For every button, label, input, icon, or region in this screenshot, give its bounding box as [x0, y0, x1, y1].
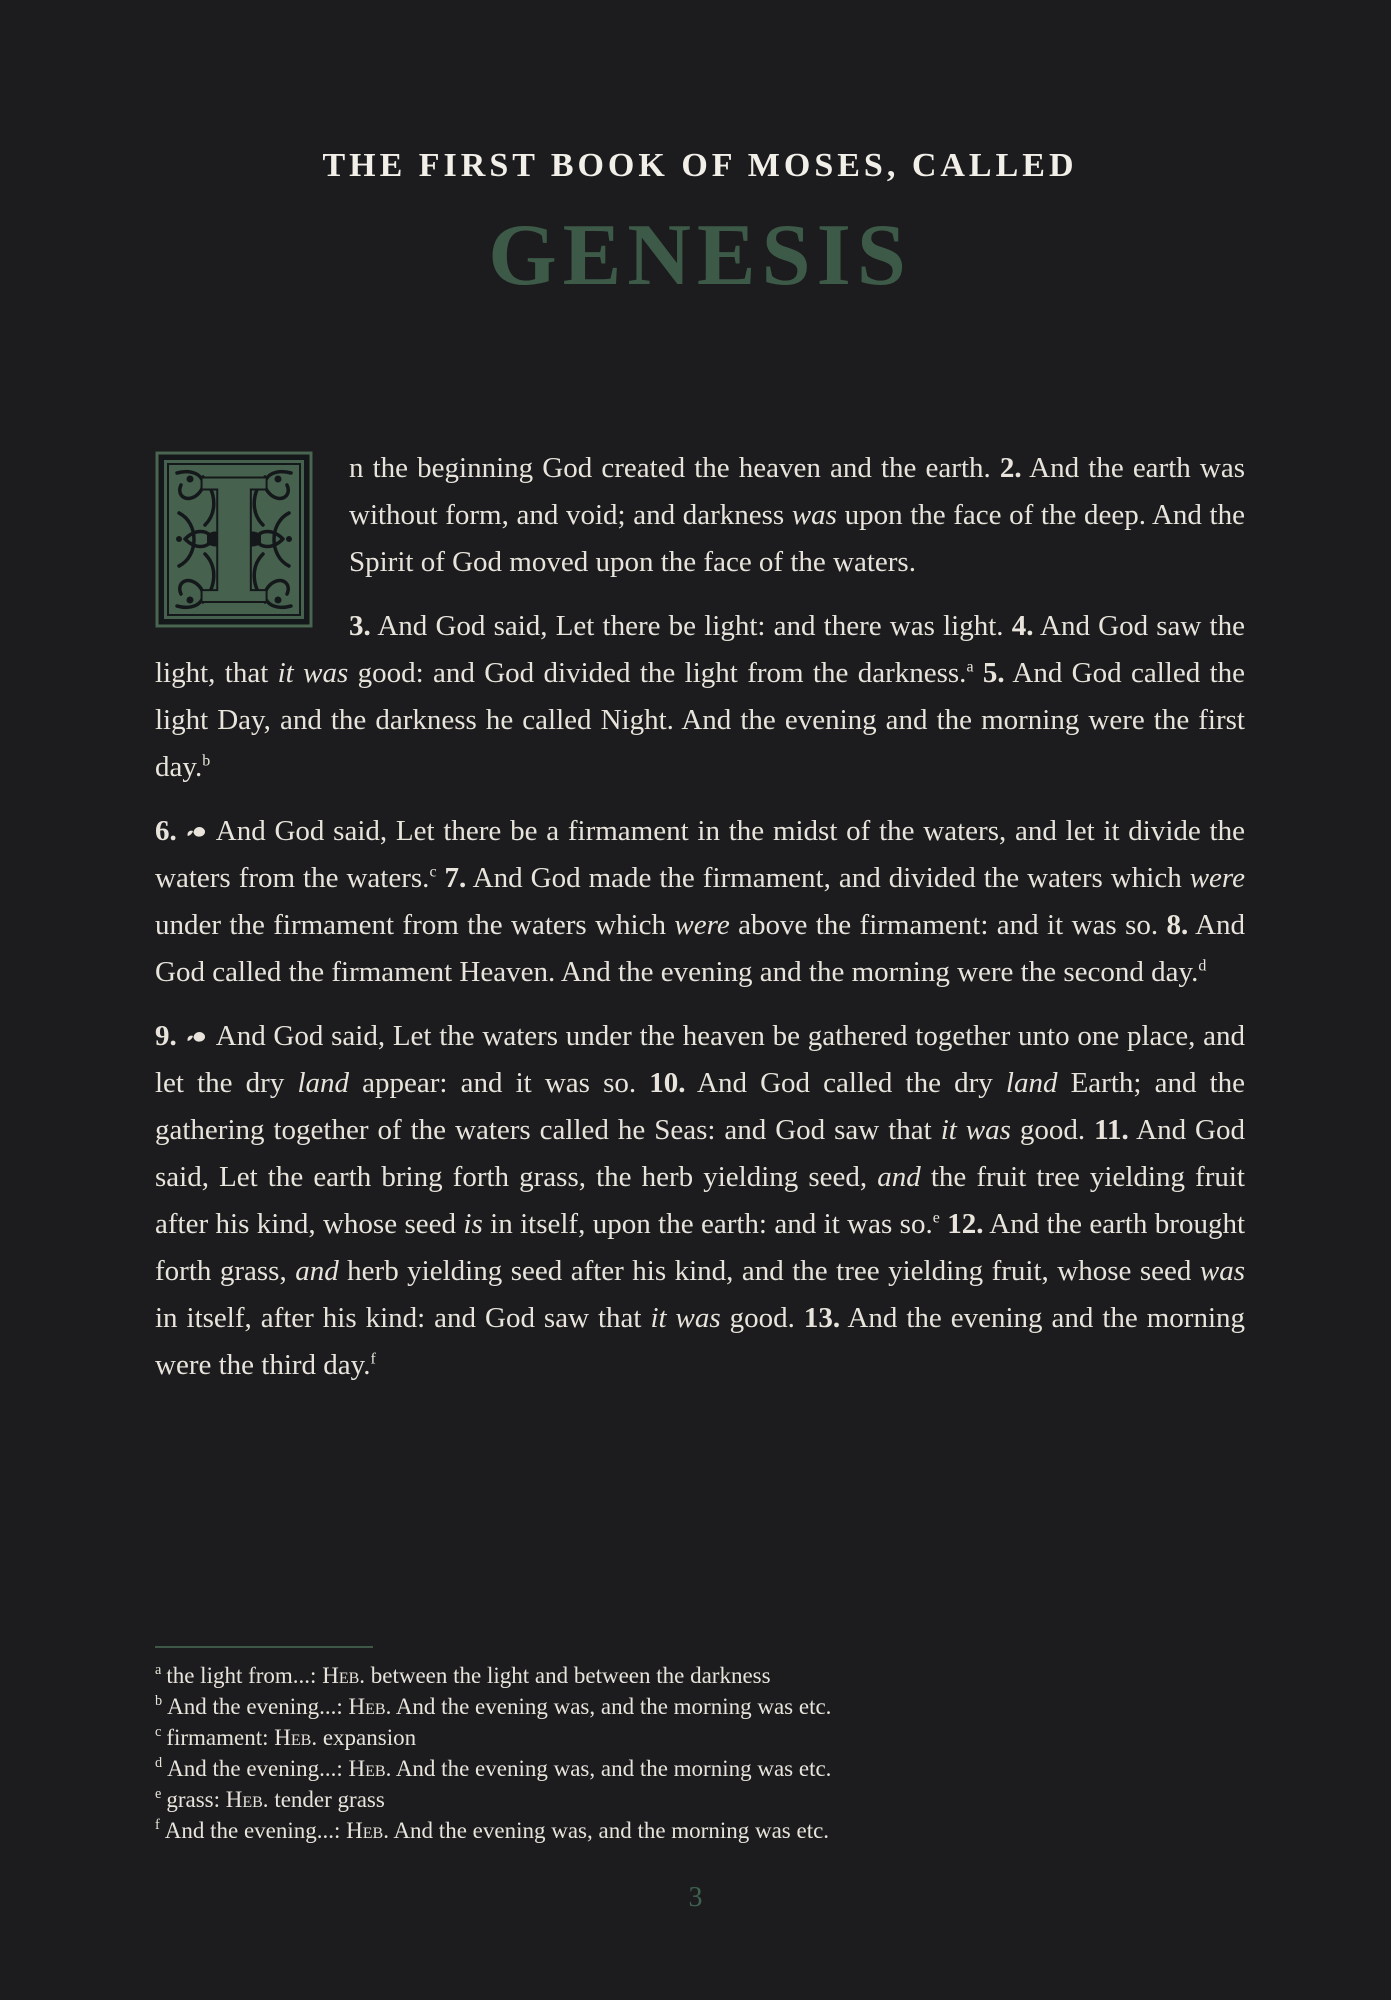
footnote-a: $^a$ the light from...: Heb. between the light and between the darkness: [155, 1662, 771, 1688]
scripture-text: [155, 445, 1245, 1389]
footnote-marker: b: [155, 1693, 163, 1710]
footnote-f: $^f$ And the evening...: Heb. And the evening was, and the morning was etc.: [155, 1817, 830, 1843]
footnote-list: [155, 1660, 1245, 1846]
verse-paragraph-4: 9. And God said, Let the waters under the heaven be gathered together unto one place, and let the dry land appear: and it was so. 10. And God called the dry land Earth; and the gathering together of the waters called he Seas: and God saw that it was good. 11. And God said, Let the earth bring forth grass, the herb yielding seed, and the fruit tree yielding fruit after his kind, whose seed is in itself, upon the earth: and it was so.$^e$ 12. And the earth brought forth grass, and herb yielding seed after his kind, and the tree yielding fruit, whose seed was in itself, after his kind: and God saw that it was good. 13. And the evening and the morning were the third day.$^f$: [155, 1020, 1246, 1381]
footnote-marker: f: [155, 1817, 160, 1834]
footnote-b: $^b$ And the evening...: Heb. And the evening was, and the morning was etc.: [155, 1693, 832, 1719]
footnote-divider: [155, 1646, 373, 1648]
footnote-marker: d: [155, 1755, 163, 1772]
page-number: 3: [688, 1882, 703, 1913]
dropcap-initial-icon: [155, 451, 313, 628]
dropcap-letter: I: [194, 451, 274, 628]
footnotes-section: [155, 1646, 1245, 1846]
fleuron-icon: [185, 1029, 209, 1045]
dropcap-ornament: [155, 451, 313, 628]
book-kicker: THE FIRST BOOK OF MOSES, CALLED: [322, 147, 1078, 184]
footnote-marker: c: [155, 1724, 162, 1741]
fleuron-icon: [185, 824, 209, 840]
book-title: GENESIS: [488, 207, 912, 304]
verse-paragraph-3: 6. And God said, Let there be a firmament in the midst of the waters, and let it divide the waters from the waters.$^c$ 7. And God made the firmament, and divided the waters which were under the firmament from the waters which were above the firmament: and it was so. 8. And God called the firmament Heaven. And the evening and the morning were the second day.$^d$: [155, 815, 1246, 988]
footnote-c: $^c$ firmament: Heb. expansion: [155, 1724, 417, 1750]
footnote-d: $^d$ And the evening...: Heb. And the evening was, and the morning was etc.: [155, 1755, 832, 1781]
footnote-marker: e: [155, 1786, 162, 1803]
verse-paragraph-2: 3. And God said, Let there be light: and there was light. 4. And God saw the light, that it was good: and God divided the light from the darkness.$^a$ 5. And God called the light Day, and the darkness he called Night. And the evening and the morning were the first day.$^b$: [155, 610, 1245, 783]
footnote-marker: a: [155, 1662, 162, 1679]
verse-paragraph-1: I n the beginning God created the heaven and the earth. 2. And the earth was without form, and void; and darkness was upon the face of the deep. And the Spirit of God moved upon the face of the waters.: [155, 445, 1245, 586]
footnote-e: $^e$ grass: Heb. tender grass: [155, 1786, 385, 1812]
